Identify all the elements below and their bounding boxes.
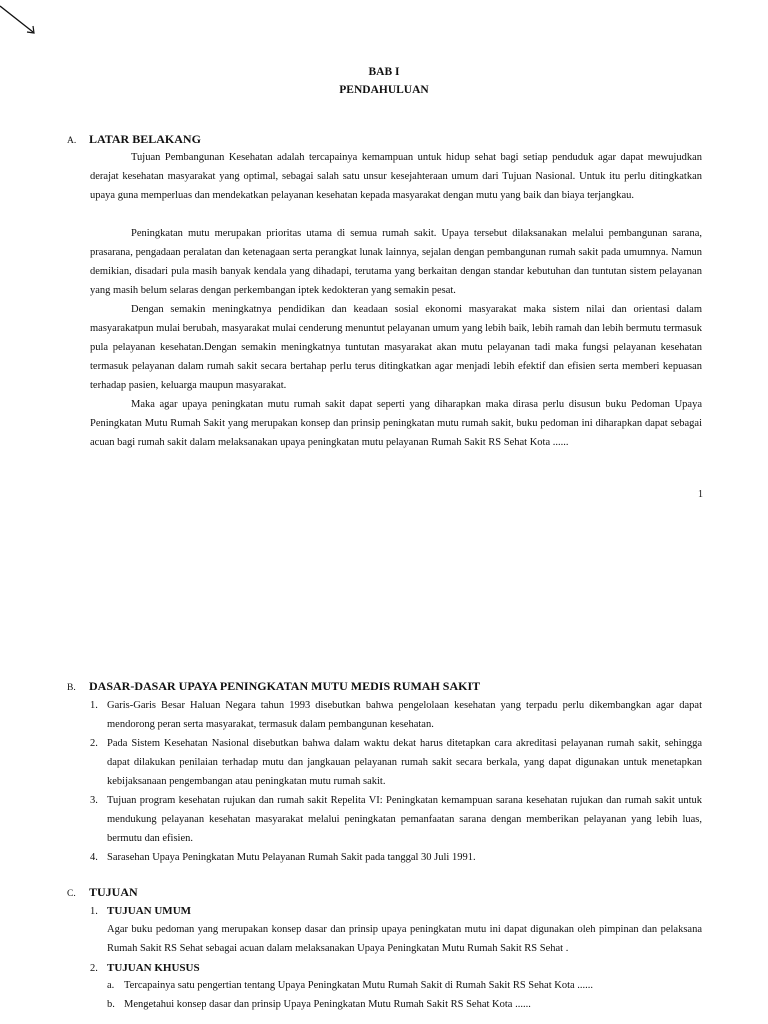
chapter-title: PENDAHULUAN — [339, 84, 429, 96]
section-a-paragraph: Maka agar upaya peningkatan mutu rumah sakit dapat seperti yang diharapkan maka dirasa perlu disusun buku Pedoman Upaya Peningkatan Mutu Rumah Sakit yang merupakan konsep dan prinsip peningkatan mutu rumah sakit, buku pedoman ini diharapkan dapat sebagai acuan bagi rumah sakit dalam melaksanakan upaya peningkatan mutu pelayanan Rumah Sakit RS Sehat Kota ...... — [90, 399, 702, 448]
list-item-text: Tujuan program kesehatan rujukan dan rumah sakit Repelita VI: Peningkatan kemampuan sarana kesehatan rujukan dan rumah sakit untuk mendukung pelayanan kesehatan masyarakat melalui peningkatan pemanfaatan sarana dengan memberikan pelayanan yang lebih luas, bermutu dan efisien. — [107, 795, 702, 844]
list-item-text: Garis-Garis Besar Haluan Negara tahun 1993 disebutkan bahwa pengelolaan kesehatan yang terpadu perlu dikembangkan agar dapat mendorong peran serta masyarakat, termasuk dalam pembangunan kesehatan. — [107, 700, 702, 730]
page-number: 1 — [698, 489, 703, 500]
list-number: 2. — [90, 738, 98, 749]
list-item — [107, 995, 702, 1014]
section-b-letter: B. — [67, 683, 76, 693]
list-item — [90, 696, 702, 734]
specific-objective-list — [107, 976, 702, 1014]
general-objective-text: Agar buku pedoman yang merupakan konsep dasar dan prinsip upaya peningkatan mutu ini dapat digunakan oleh pimpinan dan pelaksana Rumah Sakit RS Sehat sebagai acuan dalam melaksanakan Upaya Peningkatan Mutu Rumah Sakit RS Sehat . — [107, 924, 702, 954]
list-letter: b. — [107, 999, 115, 1010]
section-b-list — [90, 696, 702, 867]
section-c-letter: C. — [67, 889, 76, 899]
list-item — [90, 734, 702, 791]
list-item — [90, 791, 702, 848]
list-item — [107, 976, 702, 995]
list-item-text: Tercapainya satu pengertian tentang Upaya Peningkatan Mutu Rumah Sakit di Rumah Sakit RS Sehat Kota ...... — [124, 980, 594, 991]
section-b-heading — [67, 679, 707, 694]
section-a-letter: A. — [67, 136, 77, 146]
section-a-paragraph: Peningkatan mutu merupakan prioritas utama di semua rumah sakit. Upaya tersebut dilaksanakan melalui pembangunan sarana, prasarana, pengadaan peralatan dan ketenagaan serta perangkat lunak lainnya, sejalan dengan pembangunan rumah sakit pada umumnya. Namun demikian, disadari pula masih banyak kendala yang dihadapi, terutama yang berkaitan dengan standar kebutuhan dan tuntutan sistem pelayanan yang masih belum selaras dengan perkembangan iptek kedokteran yang semakin pesat. — [90, 228, 702, 296]
section-c-title: TUJUAN — [89, 885, 138, 899]
list-item — [90, 848, 702, 867]
list-item-text: Pada Sistem Kesehatan Nasional disebutkan bahwa dalam waktu dekat harus ditetapkan cara akreditasi pelayanan rumah sakit, sehingga dapat dilakukan penilaian terhadap mutu dan jangkauan pelayanan rumah sakit secara berkala, yang dapat digunakan untuk menetapkan kebijaksanaan pengembangan atau peningkatan mutu rumah sakit. — [107, 738, 702, 787]
section-c-heading — [67, 885, 707, 900]
general-objective-title: TUJUAN UMUM — [107, 905, 192, 917]
list-number: 1. — [90, 700, 98, 711]
list-number: 3. — [90, 795, 98, 806]
section-a-paragraph: Dengan semakin meningkatnya pendidikan dan keadaan sosial ekonomi masyarakat maka sistem nilai dan orientasi dalam masyarakatpun mulai berubah, masyarakat mulai cenderung menuntut pelayanan umum yang lebih baik, lebih ramah dan lebih bermutu termasuk pula pelayanan kesehatan.Dengan semakin meningkatnya tuntutan masyarakat akan mutu pelayanan tadi maka fungsi pelayanan kesehatan termasuk pelayanan dalam rumah sakit secara bertahap perlu terus ditingkatkan agar menjadi lebih efektif dan efisien serta memberi kepuasan terhadap pasien, keluarga maupun masyarakat. — [90, 304, 703, 391]
general-objective-number: 1. — [90, 906, 98, 917]
section-a-heading — [67, 132, 707, 147]
list-item-text: Sarasehan Upaya Peningkatan Mutu Pelayanan Rumah Sakit pada tanggal 30 Juli 1991. — [107, 852, 476, 863]
specific-objective-heading — [90, 962, 200, 974]
specific-objective-title: TUJUAN KHUSUS — [107, 962, 200, 974]
section-b-title: DASAR-DASAR UPAYA PENINGKATAN MUTU MEDIS RUMAH SAKIT — [89, 679, 481, 693]
specific-objective-number: 2. — [90, 963, 98, 974]
section-a-title: LATAR BELAKANG — [89, 132, 201, 146]
general-objective-heading — [90, 905, 191, 917]
list-number: 4. — [90, 852, 98, 863]
list-letter: a. — [107, 980, 115, 991]
chapter-label: BAB I — [368, 66, 400, 78]
list-item-text: Mengetahui konsep dasar dan prinsip Upaya Peningkatan Mutu Rumah Sakit RS Sehat Kota ...... — [124, 999, 531, 1010]
section-a-paragraph: Tujuan Pembangunan Kesehatan adalah tercapainya kemampuan untuk hidup sehat bagi setiap penduduk agar dapat mewujudkan derajat kesehatan masyarakat yang optimal, sebagai salah satu unsur kesejahteraan umum dari Tujuan Nasional. Untuk itu perlu ditingkatkan upaya guna memperluas dan mendekatkan pelayanan kesehatan kepada masyarakat dengan mutu yang baik dan biaya terjangkau. — [90, 152, 702, 201]
